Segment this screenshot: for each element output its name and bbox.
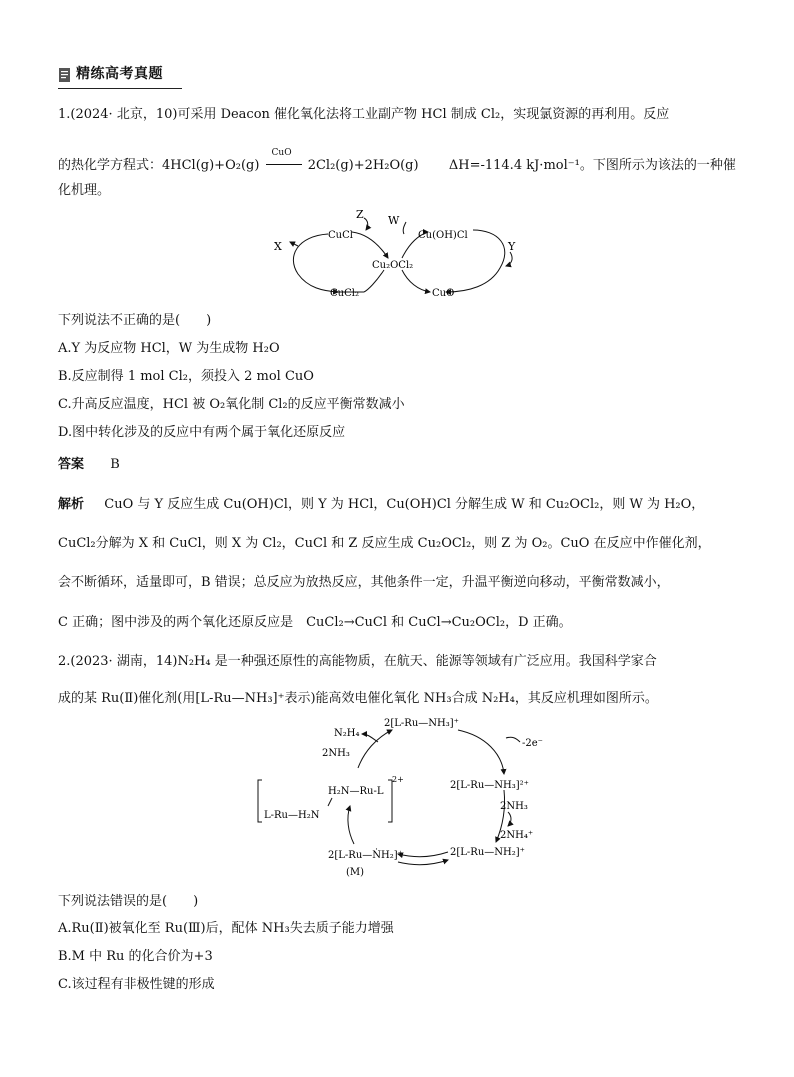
label-m: (M) — [346, 867, 365, 878]
q2-mechanism-diagram — [250, 712, 560, 880]
label-2nh3-right: 2NH₃ — [500, 801, 528, 812]
arrow-release — [358, 730, 392, 768]
arrow-dimerize — [348, 806, 354, 844]
q1-analysis-line-3: 会不断循环，适量即可，B 错误；总反应为放热反应，其他条件一定，升温平衡逆向移动，平衡常数减小， — [58, 575, 670, 590]
q1-analysis-line-2: CuCl₂分解为 X 和 CuCl，则 X 为 Cl₂，CuCl 和 Z 反应生成 Cu₂OCl₂，则 Z 为 O₂。CuO 在反应中作催化剂， — [58, 536, 711, 551]
z-input-arrow — [364, 218, 368, 230]
q2-line-1: 2.(2023· 湖南，14)N₂H₄ 是一种强还原性的高能物质，在航天、能源等领域有广泛应用。我国科学家合 — [58, 654, 657, 669]
section-header — [58, 64, 182, 89]
label-top-complex: 2[L-Ru—NH₃]⁺ — [384, 718, 459, 729]
label-w: W — [388, 214, 400, 227]
q2-line-2: 成的某 Ru(Ⅱ)催化剂(用[L-Ru—NH₃]⁺表示)能高效电催化氧化 NH₃合成 N₂H₄，其反应机理如图所示。 — [58, 691, 658, 706]
label-right-lower: 2[L-Ru—NH₂]⁺ — [450, 847, 525, 858]
arrow-from-m — [398, 860, 448, 865]
q1-option-d: D.图中转化涉及的反应中有两个属于氧化还原反应 — [58, 425, 346, 440]
left-loop-arrow-lower — [293, 234, 338, 292]
q1-option-b: B.反应制得 1 mol Cl₂，须投入 2 mol CuO — [58, 369, 314, 384]
q1-enthalpy: ΔH=-114.4 kJ·mol⁻¹。下图所示为该法的一种催 — [448, 158, 736, 173]
label-right-upper: 2[L-Ru—NH₃]²⁺ — [450, 780, 529, 791]
label-2nh4: 2NH₄⁺ — [500, 830, 534, 841]
label-cu2ocl2: Cu₂OCl₂ — [372, 260, 414, 271]
label-dimer-top: H₂N—Ru-L — [328, 786, 384, 797]
label-cucl2: CuCl₂ — [330, 288, 359, 299]
y-input-arrow — [506, 252, 512, 266]
label-minus-2e: -2e⁻ — [522, 738, 543, 749]
q1-line-1: 1.(2024· 北京，10)可采用 Deacon 催化氧化法将工业副产物 HCl 制成 Cl₂，实现氯资源的再利用。反应 — [58, 107, 670, 122]
label-left-lower: 2[L-Ru—ṄH₂]⁺ — [328, 850, 403, 861]
label-cuohcl: Cu(OH)Cl — [418, 230, 468, 241]
reaction-arrow — [264, 148, 304, 175]
q1-line-3: 化机理。 — [58, 183, 111, 198]
label-2nh3-left: 2NH₃ — [322, 748, 350, 759]
label-n2h4: N₂H₄ — [334, 728, 360, 739]
q2-option-c: C.该过程有非极性键的形成 — [58, 977, 215, 992]
q1-stem: 下列说法不正确的是( ) — [58, 313, 212, 328]
arrow-line — [266, 164, 302, 165]
cucl-to-cu2ocl2-arrow — [352, 232, 388, 258]
section-title: 精练高考真题 — [76, 66, 163, 82]
label-y: Y — [508, 240, 516, 253]
q1-option-c: C.升高反应温度，HCl 被 O₂氧化制 Cl₂的反应平衡常数减小 — [58, 397, 405, 412]
analysis-label: 解析 — [58, 497, 85, 512]
label-x: X — [274, 240, 282, 253]
q1-mechanism-diagram — [268, 206, 538, 304]
label-cucl: CuCl — [328, 230, 353, 241]
arrow-oxidation — [458, 730, 504, 774]
q1-equation-right: 2Cl₂(g)+2H₂O(g) — [307, 158, 419, 173]
arrow-to-m — [398, 852, 448, 857]
label-dimer-charge: 2+ — [392, 775, 404, 784]
cu2ocl2-to-cuo-arrow — [402, 270, 430, 292]
q1-option-a: A.Y 为反应物 HCl，W 为生成物 H₂O — [58, 341, 280, 356]
q2-stem: 下列说法错误的是( ) — [58, 894, 199, 909]
analysis-text-1: CuO 与 Y 反应生成 Cu(OH)Cl，则 Y 为 HCl，Cu(OH)Cl 分解生成 W 和 Cu₂OCl₂，则 W 为 H₂O， — [104, 497, 705, 512]
cu2ocl2-to-cucl2-arc — [364, 270, 384, 292]
dimer-bracket-right — [388, 780, 392, 822]
q1-analysis-line-4: C 正确；图中涉及的两个氧化还原反应是 CuCl₂→CuCl 和 CuCl→Cu₂OCl₂，D 正确。 — [58, 615, 572, 630]
q1-answer-line — [58, 456, 120, 474]
dimer-n-n-bond — [328, 798, 332, 806]
answer-value: B — [110, 457, 120, 472]
q1-analysis-line-1 — [58, 496, 704, 514]
label-cuo: CuO — [432, 288, 455, 299]
document-icon — [58, 67, 71, 83]
q1-equation-left: 的热化学方程式：4HCl(g)+O₂(g) — [58, 158, 260, 173]
label-z: Z — [356, 208, 364, 221]
q2-option-a: A.Ru(Ⅱ)被氧化至 Ru(Ⅲ)后，配体 NH₃失去质子能力增强 — [58, 921, 394, 936]
label-dimer-bottom: L-Ru—H₂N — [264, 810, 320, 821]
q1-equation-line — [58, 148, 736, 175]
w-output-arrow — [403, 222, 406, 234]
answer-label: 答案 — [58, 457, 85, 472]
catalyst-label: CuO — [271, 148, 292, 158]
x-output-arrow — [290, 242, 298, 246]
dimer-bracket-left — [258, 780, 262, 822]
q2-option-b: B.M 中 Ru 的化合价为+3 — [58, 949, 213, 964]
